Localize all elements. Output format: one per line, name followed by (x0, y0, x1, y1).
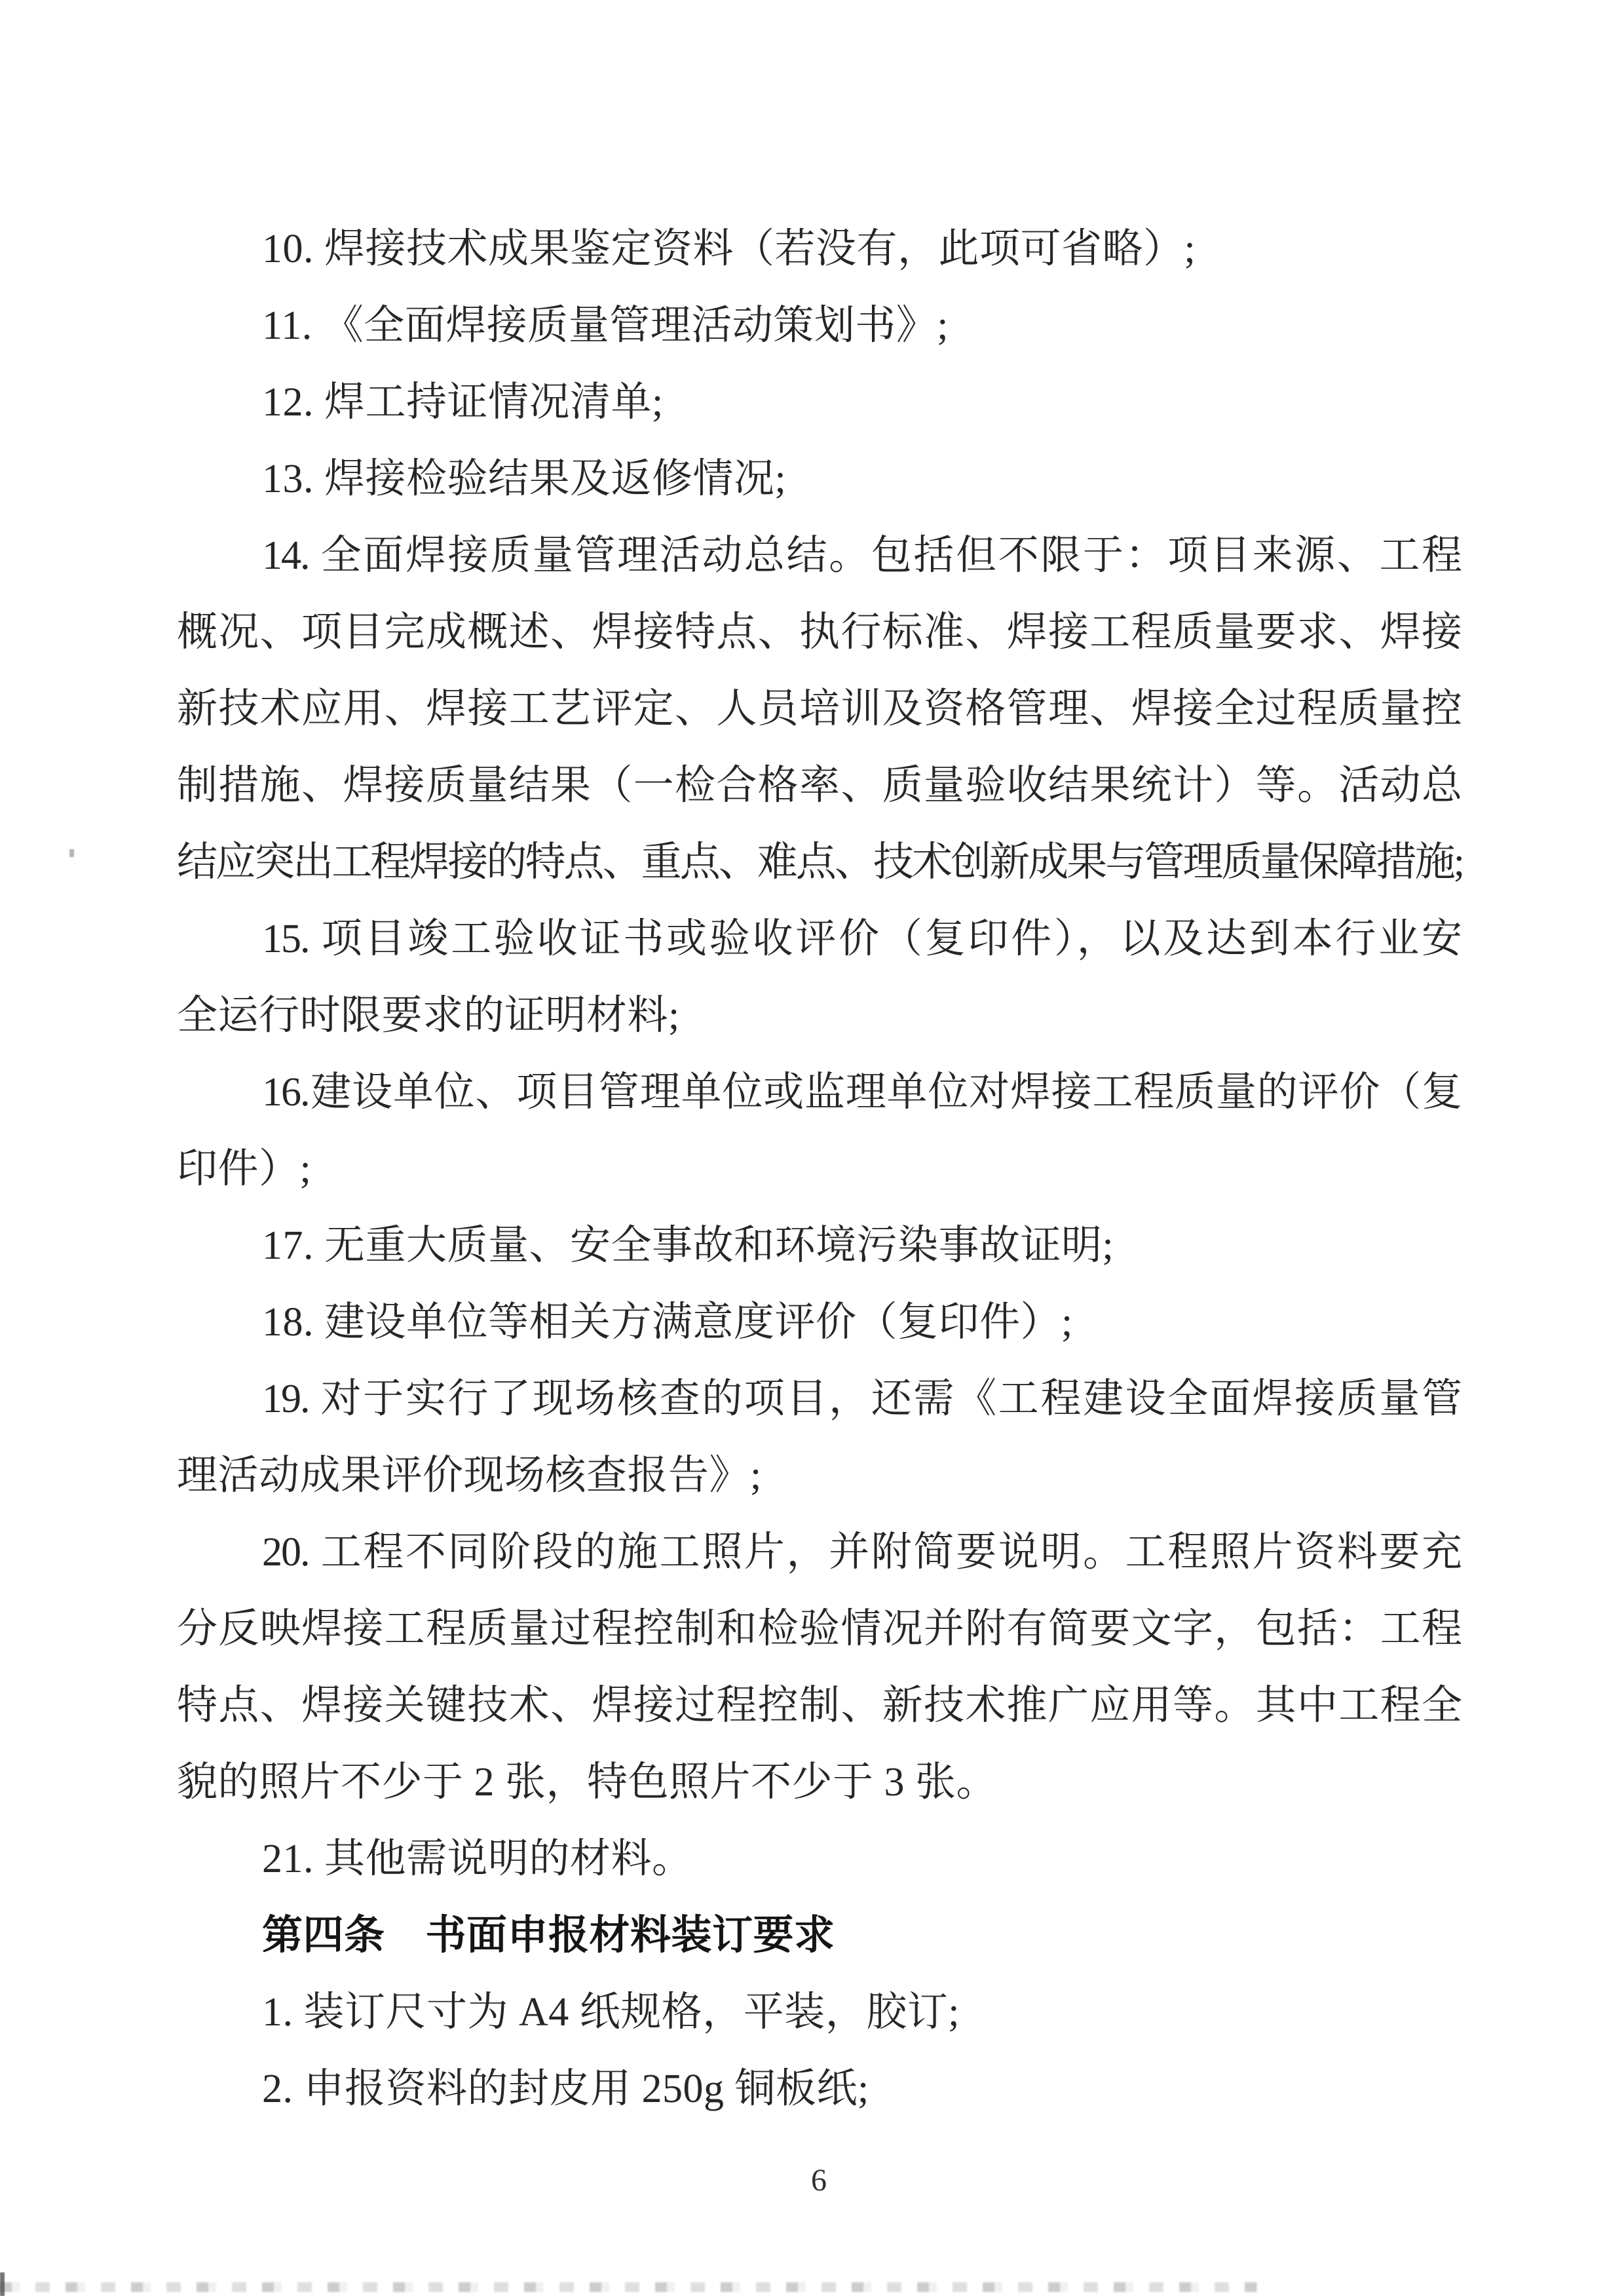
section-heading-label: 第四条 (262, 1913, 385, 1958)
text-line: 17. 无重大质量、安全事故和环境污染事故证明; (262, 1223, 1114, 1268)
text-line: 概况、项目完成概述、焊接特点、执行标准、焊接工程质量要求、焊接 (177, 610, 1461, 655)
text-line: 结应突出工程焊接的特点、重点、难点、技术创新成果与管理质量保障措施; (177, 840, 1461, 885)
text-line: 12. 焊工持证情况清单; (262, 380, 664, 425)
text-line: 21. 其他需说明的材料。 (262, 1837, 693, 1881)
text-line: 20. 工程不同阶段的施工照片，并附简要说明。工程照片资料要充 (262, 1530, 1461, 1575)
page-number: 6 (811, 2163, 827, 2198)
scan-artifact-left-tick (0, 2272, 5, 2296)
text-line: 14. 全面焊接质量管理活动总结。包括但不限于：项目来源、工程 (262, 533, 1461, 578)
document-body (177, 211, 1461, 2128)
text-line: 特点、焊接关键技术、焊接过程控制、新技术推广应用等。其中工程全 (177, 1683, 1461, 1728)
scan-artifact-speck (69, 849, 74, 857)
section-heading-title: 书面申报材料装订要求 (425, 1913, 835, 1958)
text-line: 全运行时限要求的证明材料; (177, 993, 680, 1038)
text-line: 印件）; (177, 1147, 312, 1191)
text-line: 理活动成果评价现场核查报告》; (177, 1453, 762, 1498)
text-line: 貌的照片不少于 2 张，特色照片不少于 3 张。 (177, 1760, 998, 1805)
text-line: 1. 装订尺寸为 A4 纸规格，平装，胶订; (262, 1990, 960, 2035)
section-heading (177, 1898, 1461, 1974)
text-line: 2. 申报资料的封皮用 250g 铜板纸; (262, 2067, 869, 2111)
text-line: 18. 建设单位等相关方满意度评价（复印件）; (262, 1300, 1073, 1345)
text-line: 分反映焊接工程质量过程控制和检验情况并附有简要文字，包括：工程 (177, 1607, 1461, 1651)
text-line: 16.建设单位、项目管理单位或监理单位对焊接工程质量的评价（复 (262, 1070, 1461, 1115)
text-line: 15. 项目竣工验收证书或验收评价（复印件），以及达到本行业安 (262, 917, 1461, 961)
text-line: 制措施、焊接质量结果（一检合格率、质量验收结果统计）等。活动总 (177, 763, 1461, 808)
text-line: 11. 《全面焊接质量管理活动策划书》; (262, 303, 949, 348)
text-line: 13. 焊接检验结果及返修情况; (262, 457, 787, 501)
text-line: 10. 焊接技术成果鉴定资料（若没有，此项可省略）; (262, 227, 1196, 271)
text-line: 新技术应用、焊接工艺评定、人员培训及资格管理、焊接全过程质量控 (177, 687, 1461, 731)
text-line: 19. 对于实行了现场核查的项目，还需《工程建设全面焊接质量管 (262, 1377, 1461, 1421)
scan-artifact-bottom-edge (0, 2282, 1258, 2292)
